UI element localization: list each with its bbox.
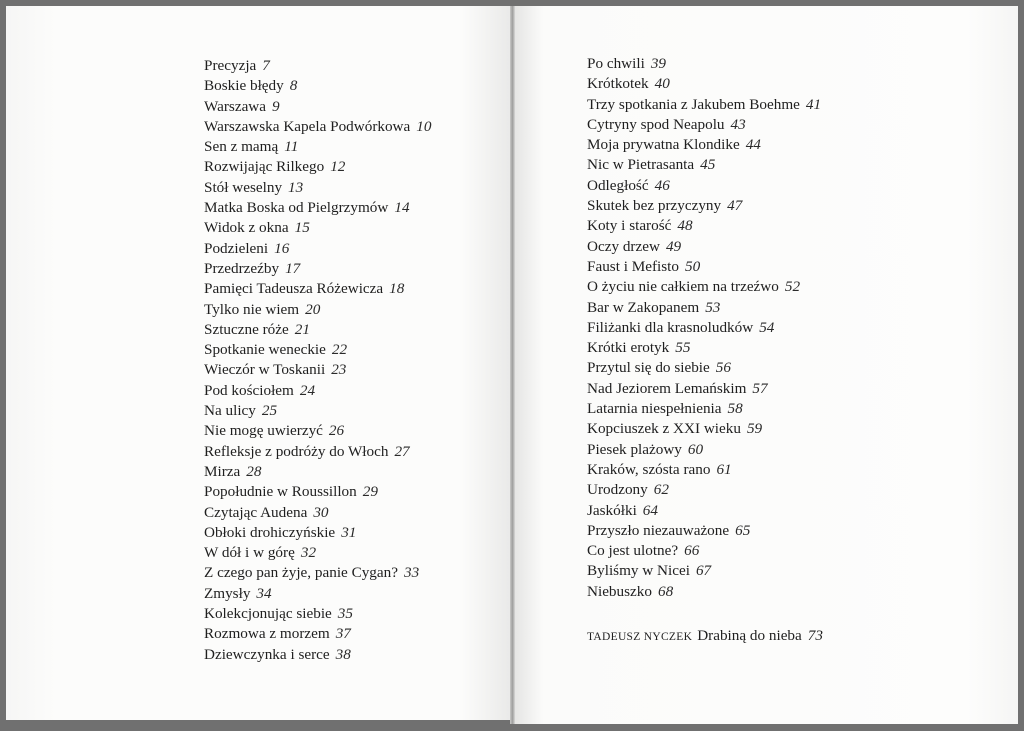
toc-entry-page-number: 14 (394, 199, 410, 217)
toc-entry-page-number: 55 (675, 339, 691, 357)
book-gutter (510, 6, 515, 724)
toc-entry-title: Boskie błędy (204, 77, 284, 95)
toc-entry-page-number: 37 (335, 625, 351, 643)
toc-entry-title: Sztuczne róże (204, 320, 289, 338)
toc-entry (587, 277, 821, 297)
toc-entry-title: Rozmowa z morzem (204, 625, 330, 643)
toc-entry-title: Refleksje z podróży do Włoch (204, 442, 389, 460)
toc-entry-title: Nic w Pietrasanta (587, 156, 695, 174)
toc-entry-page-number: 10 (416, 117, 432, 135)
toc-entry-page-number: 9 (272, 97, 280, 115)
toc-entry-title: Nie mogę uwierzyć (204, 422, 323, 440)
toc-entry (204, 259, 431, 279)
toc-entry-page-number: 15 (294, 219, 310, 237)
toc-entry-title: Po chwili (587, 55, 645, 72)
toc-entry-title: Pod kościołem (204, 381, 294, 399)
toc-entry-title: Popołudnie w Roussillon (204, 483, 357, 501)
toc-entry (204, 503, 431, 523)
toc-entry-page-number: 34 (256, 584, 272, 602)
toc-entry (204, 421, 431, 441)
toc-entry-title: Podzieleni (204, 239, 269, 257)
toc-entry-title: Faust i Mefisto (587, 257, 679, 275)
toc-entry (204, 178, 431, 198)
toc-entry-title: Pamięci Tadeusza Różewicza (204, 280, 384, 298)
toc-entry-title: Co jest ulotne? (587, 542, 679, 560)
toc-entry-page-number: 13 (288, 178, 304, 196)
toc-entry-page-number: 57 (752, 379, 768, 397)
toc-entry-page-number: 23 (331, 361, 347, 379)
toc-entry (204, 624, 431, 644)
toc-entry (204, 137, 431, 157)
toc-entry-title: Krótkotek (587, 75, 649, 93)
toc-entry-title: Obłoki drohiczyńskie (204, 523, 336, 541)
toc-entry-page-number: 54 (759, 318, 775, 336)
toc-entry-page-number: 26 (328, 422, 345, 440)
toc-entry-title: Latarnia niespełnienia (587, 400, 722, 418)
toc-entry-title: O życiu nie całkiem na trzeźwo (587, 278, 779, 296)
toc-entry (587, 237, 821, 257)
toc-entry (587, 379, 821, 399)
toc-entry-page-number: 46 (654, 176, 670, 194)
toc-entry (204, 401, 431, 421)
toc-entry-page-number: 67 (695, 562, 712, 580)
toc-entry (587, 176, 821, 196)
toc-entry (587, 115, 821, 135)
toc-entry (204, 462, 431, 482)
toc-entry (204, 198, 431, 218)
toc-entry-page-number: 12 (330, 158, 346, 176)
toc-entry-title: Przytul się do siebie (587, 359, 710, 377)
toc-entry (204, 56, 431, 76)
toc-entry-title: Bar w Zakopanem (587, 298, 700, 316)
toc-entry (204, 157, 431, 177)
toc-entry (204, 604, 431, 624)
toc-entry (587, 419, 821, 439)
toc-entry-page-number: 24 (299, 381, 316, 399)
toc-entry (204, 340, 431, 360)
toc-entry-page-number: 16 (274, 239, 290, 257)
toc-entry-page-number: 39 (650, 55, 666, 72)
toc-entry (587, 95, 821, 115)
toc-entry-title: Sen z mamą (204, 138, 279, 156)
toc-entry-title: Z czego pan żyje, panie Cygan? (204, 564, 398, 582)
toc-entry-page-number: 7 (262, 57, 270, 74)
toc-entry-page-number: 60 (687, 440, 704, 458)
toc-entry-title: Spotkanie weneckie (204, 341, 326, 359)
toc-entry-page-number: 68 (657, 582, 674, 600)
toc-entry (587, 257, 821, 277)
toc-entry-page-number: 45 (700, 156, 716, 174)
toc-entry-title: Piesek plażowy (587, 440, 682, 458)
toc-entry (204, 523, 431, 543)
toc-entry-page-number: 18 (389, 280, 405, 298)
toc-entry (587, 582, 821, 602)
toc-entry (587, 74, 821, 94)
toc-entry-page-number: 59 (746, 420, 763, 438)
toc-entry-title: Widok z okna (204, 219, 289, 237)
toc-entry-title: Mirza (204, 462, 241, 480)
toc-entry-page-number: 25 (261, 402, 278, 420)
toc-entry-page-number: 11 (284, 138, 299, 156)
toc-entry (587, 399, 821, 419)
toc-entry (204, 381, 431, 401)
toc-entry-page-number: 56 (715, 359, 731, 377)
toc-entry-title: Warszawa (204, 97, 267, 115)
toc-entry-page-number: 8 (289, 77, 298, 95)
toc-entry-title: Tylko nie wiem (204, 300, 300, 318)
toc-entry-title: Matka Boska od Pielgrzymów (204, 199, 389, 217)
toc-entry-title: Byliśmy w Nicei (587, 562, 690, 580)
toc-entry (587, 338, 821, 358)
toc-entry-title: Warszawska Kapela Podwórkowa (204, 117, 411, 135)
toc-entry-title: Dziewczynka i serce (204, 645, 330, 663)
toc-entry-title: Oczy drzew (587, 237, 660, 255)
toc-entry (204, 117, 431, 137)
toc-entry-page-number: 62 (653, 481, 669, 499)
toc-entry-title: Wieczór w Toskanii (204, 361, 326, 379)
toc-entry-page-number: 38 (335, 645, 351, 663)
toc-entry (587, 501, 821, 521)
toc-entry (204, 239, 431, 259)
toc-entry-title: Filiżanki dla krasnoludków (587, 318, 754, 336)
toc-entry (587, 216, 821, 236)
toc-entry-page-number: 22 (331, 341, 348, 359)
toc-entry (587, 155, 821, 175)
toc-entry (204, 584, 431, 604)
toc-entry-page-number: 40 (654, 75, 670, 93)
toc-entry (204, 76, 431, 96)
toc-entry (587, 54, 821, 74)
toc-entry-page-number: 64 (642, 501, 658, 519)
toc-entry-page-number: 27 (394, 442, 410, 460)
toc-entry-title: Zmysły (204, 584, 251, 602)
toc-entry-title: Kolekcjonując siebie (204, 605, 332, 623)
toc-entry (587, 460, 821, 480)
toc-entry-page-number: 48 (677, 217, 693, 235)
toc-entry-title: Koty i starość (587, 217, 672, 235)
toc-entry-page-number: 65 (735, 521, 751, 539)
toc-entry (204, 300, 431, 320)
toc-entry-page-number: 49 (665, 237, 682, 255)
afterword-page-number: 73 (807, 627, 823, 644)
toc-entry-page-number: 61 (716, 460, 732, 478)
toc-entry (204, 97, 431, 117)
toc-entry-page-number: 20 (305, 300, 321, 318)
toc-entry (587, 541, 821, 561)
toc-afterword-entry (587, 626, 823, 647)
toc-entry (204, 482, 431, 502)
toc-entry (204, 279, 431, 299)
toc-entry-title: Skutek bez przyczyny (587, 197, 722, 215)
toc-entry-page-number: 21 (294, 320, 310, 338)
toc-entry-title: Kraków, szósta rano (587, 460, 711, 478)
toc-entry-title: Czytając Audena (204, 503, 308, 521)
toc-entry (587, 480, 821, 500)
toc-entry (587, 521, 821, 541)
toc-entry-title: Jaskółki (587, 501, 637, 519)
toc-entry-title: Odległość (587, 176, 649, 194)
toc-entry (204, 543, 431, 563)
toc-entry-page-number: 32 (300, 544, 317, 562)
toc-entry (204, 645, 431, 665)
toc-entry (587, 196, 821, 216)
toc-entry-title: Urodzony (587, 481, 648, 499)
afterword-title: Drabiną do nieba (697, 627, 802, 644)
toc-entry-title: Rozwijając Rilkego (204, 158, 325, 176)
toc-entry (587, 358, 821, 378)
toc-entry-title: Przedrzeźby (204, 259, 280, 277)
toc-entry (204, 320, 431, 340)
toc-entry-page-number: 43 (730, 115, 746, 133)
toc-entry-title: Na ulicy (204, 402, 256, 420)
toc-entry-page-number: 53 (705, 298, 721, 316)
toc-entry (204, 442, 431, 462)
toc-entry-page-number: 66 (684, 542, 700, 560)
toc-entry-page-number: 50 (684, 257, 701, 275)
toc-entry (587, 298, 821, 318)
toc-entry-page-number: 33 (403, 564, 420, 582)
toc-entry-title: Precyzja (204, 57, 257, 74)
toc-entry-title: Nad Jeziorem Lemańskim (587, 379, 747, 397)
toc-entry-title: Cytryny spod Neapolu (587, 115, 725, 133)
toc-entry-title: Niebuszko (587, 582, 652, 600)
toc-entry-title: Przyszło niezauważone (587, 521, 730, 539)
toc-entry (587, 440, 821, 460)
toc-entry-title: W dół i w górę (204, 544, 295, 562)
toc-entry-page-number: 58 (727, 400, 743, 418)
toc-entry-page-number: 28 (246, 462, 262, 480)
toc-entry-page-number: 47 (727, 197, 743, 215)
toc-entry-title: Krótki erotyk (587, 339, 670, 357)
toc-entry-page-number: 31 (341, 523, 357, 541)
toc-right-column (587, 54, 821, 602)
toc-left-column (204, 56, 431, 665)
toc-entry-page-number: 35 (337, 605, 353, 623)
toc-entry-title: Kopciuszek z XXI wieku (587, 420, 741, 438)
toc-entry-page-number: 30 (313, 503, 329, 521)
afterword-author: TADEUSZ NYCZEK (587, 631, 693, 643)
toc-entry-page-number: 17 (285, 259, 301, 277)
toc-entry-title: Trzy spotkania z Jakubem Boehme (587, 95, 800, 113)
toc-entry (587, 561, 821, 581)
toc-entry-page-number: 44 (745, 136, 761, 154)
toc-entry (204, 563, 431, 583)
toc-entry (204, 360, 431, 380)
toc-entry (587, 135, 821, 155)
toc-entry (204, 218, 431, 238)
toc-entry-title: Stół weselny (204, 178, 283, 196)
toc-entry-page-number: 29 (362, 483, 378, 501)
toc-entry (587, 318, 821, 338)
toc-entry-page-number: 41 (805, 95, 822, 113)
toc-entry-page-number: 52 (784, 278, 801, 296)
toc-entry-title: Moja prywatna Klondike (587, 136, 740, 154)
